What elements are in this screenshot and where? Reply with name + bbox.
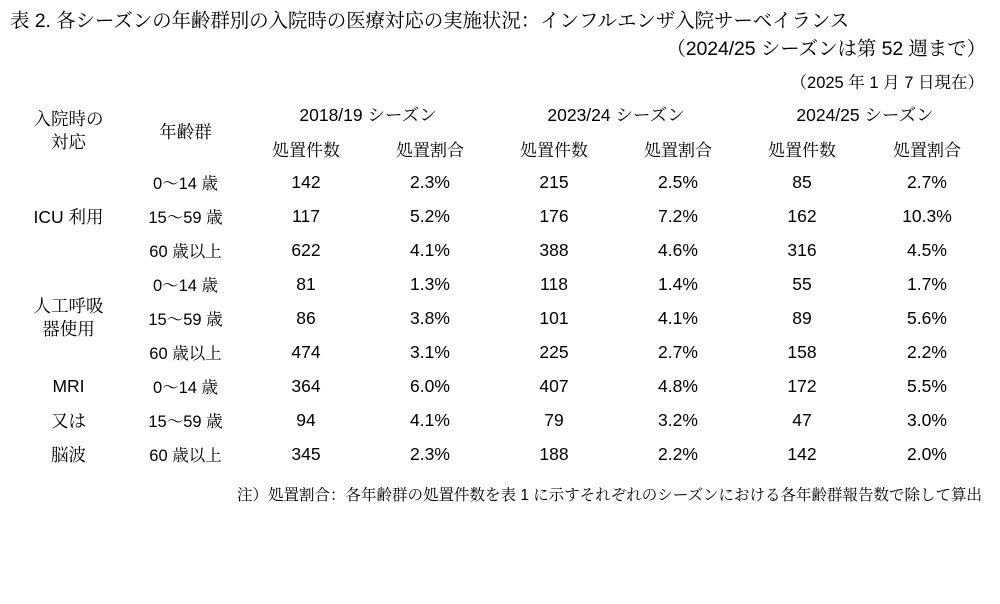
value-cell: 117	[292, 205, 320, 226]
value-cell: 3.2%	[658, 409, 698, 430]
value-cell: 142	[291, 171, 321, 192]
value-cell: 4.1%	[658, 307, 698, 328]
group-label-mri-line1: MRI	[52, 375, 85, 396]
age-group-cell: 60 歳以上	[149, 243, 222, 262]
age-group-cell: 60 歳以上	[149, 447, 222, 466]
group-label-icu	[10, 165, 127, 267]
value-cell: 85	[792, 171, 812, 192]
value-cell: 215	[539, 171, 569, 192]
table-footnote: 注）処置割合：各年齢群の処置件数を表 1 に示すそれぞれのシーズンにおける各年齢群報告数で除して算出	[237, 487, 982, 505]
value-cell: 158	[787, 341, 817, 362]
value-cell: 622	[291, 239, 321, 260]
table-row	[10, 369, 990, 403]
value-cell: 162	[787, 205, 817, 226]
header-season-2018-19: 2018/19 シーズン	[299, 104, 437, 125]
value-cell: 2.3%	[410, 171, 450, 192]
header-response-at-admission	[10, 97, 127, 165]
table-title	[10, 8, 990, 63]
value-cell: 5.5%	[907, 375, 947, 396]
value-cell: 345	[291, 443, 321, 464]
value-cell: 94	[296, 409, 316, 430]
value-cell: 47	[792, 409, 812, 430]
age-group-cell: 15〜59 歳	[148, 311, 223, 330]
value-cell: 118	[540, 273, 568, 294]
group-label-mri-line2: 又は	[51, 410, 86, 431]
value-cell: 2.5%	[658, 171, 698, 192]
value-cell: 2.2%	[658, 443, 698, 464]
header-response-line1: 入院時の	[33, 108, 104, 129]
header-age-group: 年齢群	[159, 121, 212, 142]
value-cell: 2.2%	[907, 341, 947, 362]
table-row	[10, 267, 990, 301]
table-title-line1: 表 2. 各シーズンの年齢群別の入院時の医療対応の実施状況：インフルエンザ入院サーベイランス	[10, 10, 850, 32]
header-rate-2018-19: 処置割合	[396, 140, 464, 160]
value-cell: 474	[291, 341, 321, 362]
table-title-line2: （2024/25 シーズンは第 52 週まで）	[666, 37, 986, 60]
value-cell: 142	[787, 443, 817, 464]
age-group-cell: 60 歳以上	[149, 345, 222, 364]
header-count-2024-25: 処置件数	[768, 140, 836, 160]
value-cell: 86	[296, 307, 316, 328]
value-cell: 172	[787, 375, 817, 396]
group-label-mri-line3: 脳波	[51, 444, 86, 465]
table-row	[10, 301, 990, 335]
value-cell: 4.6%	[658, 239, 698, 260]
value-cell: 10.3%	[902, 205, 952, 226]
value-cell: 6.0%	[410, 375, 450, 396]
table-header-row-seasons	[10, 97, 990, 131]
value-cell: 2.3%	[410, 443, 450, 464]
group-label-ventilator	[10, 267, 127, 369]
value-cell: 1.7%	[907, 273, 947, 294]
table-row	[10, 233, 990, 267]
value-cell: 2.0%	[907, 443, 947, 464]
value-cell: 4.5%	[907, 239, 947, 260]
value-cell: 364	[291, 375, 321, 396]
header-rate-2023-24: 処置割合	[644, 140, 712, 160]
age-group-cell: 0〜14 歳	[152, 175, 219, 194]
group-label-icu-line1: ICU 利用	[33, 206, 104, 227]
value-cell: 4.8%	[658, 375, 698, 396]
header-rate-2024-25: 処置割合	[893, 140, 961, 160]
value-cell: 1.3%	[410, 273, 450, 294]
value-cell: 79	[544, 409, 564, 430]
value-cell: 1.4%	[658, 273, 698, 294]
value-cell: 2.7%	[658, 341, 698, 362]
value-cell: 407	[539, 375, 569, 396]
value-cell: 3.8%	[410, 307, 450, 328]
value-cell: 225	[539, 341, 569, 362]
value-cell: 101	[539, 307, 569, 328]
value-cell: 316	[787, 239, 817, 260]
value-cell: 89	[792, 307, 812, 328]
age-group-cell: 15〜59 歳	[148, 209, 223, 228]
header-count-2023-24: 処置件数	[520, 140, 588, 160]
table-row	[10, 165, 990, 199]
header-season-2024-25: 2024/25 シーズン	[796, 104, 934, 125]
value-cell: 176	[539, 205, 569, 226]
group-label-ventilator-line1: 人工呼吸	[33, 295, 104, 316]
value-cell: 188	[539, 443, 569, 464]
age-group-cell: 15〜59 歳	[148, 413, 223, 432]
table-row	[10, 403, 990, 437]
header-season-2023-24: 2023/24 シーズン	[547, 104, 685, 125]
value-cell: 388	[539, 239, 569, 260]
table-row	[10, 437, 990, 471]
age-group-cell: 0〜14 歳	[152, 277, 219, 296]
group-label-ventilator-line2: 器使用	[42, 319, 95, 340]
header-response-line2: 対応	[51, 132, 86, 153]
value-cell: 55	[792, 273, 812, 294]
value-cell: 3.0%	[907, 409, 947, 430]
value-cell: 7.2%	[658, 205, 698, 226]
age-group-cell: 0〜14 歳	[152, 379, 219, 398]
value-cell: 4.1%	[410, 239, 450, 260]
header-count-2018-19: 処置件数	[272, 140, 340, 160]
value-cell: 4.1%	[410, 409, 450, 430]
value-cell: 3.1%	[410, 341, 450, 362]
value-cell: 5.6%	[907, 307, 947, 328]
hospitalization-care-table	[10, 97, 990, 471]
value-cell: 5.2%	[410, 205, 450, 226]
as-of-date: （2025 年 1 月 7 日現在）	[790, 74, 984, 93]
value-cell: 81	[296, 273, 316, 294]
table-row	[10, 335, 990, 369]
table-row	[10, 199, 990, 233]
value-cell: 2.7%	[907, 171, 947, 192]
